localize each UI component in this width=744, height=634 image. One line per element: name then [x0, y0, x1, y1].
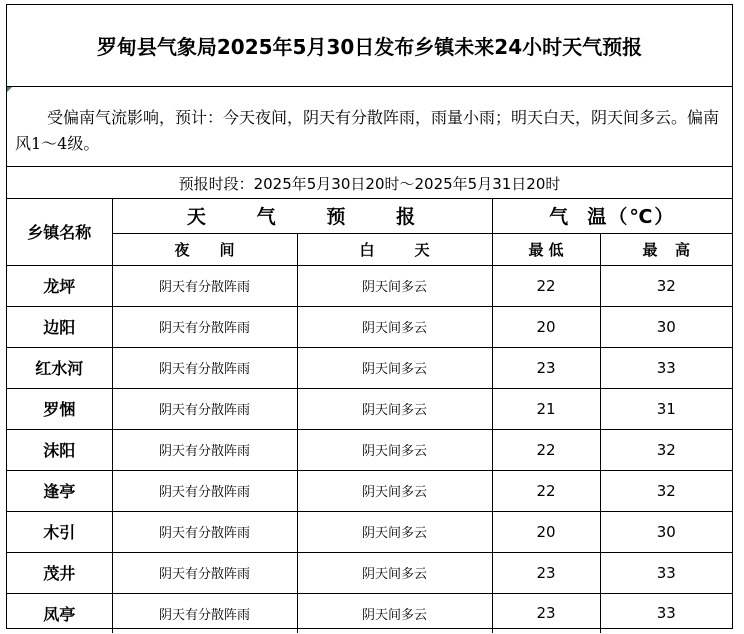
table-row — [7, 265, 732, 306]
header-forecast-char: 天 — [186, 206, 208, 229]
table-row — [7, 306, 732, 347]
min-temp: 23 — [492, 347, 600, 388]
night-weather: 阴天有分散阵雨 — [112, 306, 297, 347]
forecast-period: 预报时段：2025年5月30日20时～2025年5月31日20时 — [7, 168, 732, 199]
min-temp: 21 — [492, 388, 600, 429]
town-name: 逢亭 — [7, 470, 112, 511]
max-temp: 32 — [600, 429, 732, 470]
header-forecast-char: 预 — [326, 206, 348, 229]
header-night-char: 夜 — [174, 240, 190, 259]
header-min-char: 最 — [528, 240, 544, 259]
forecast-summary: 受偏南气流影响，预计：今天夜间，阴天有分散阵雨，雨量小雨；明天白天，阴天间多云。偏南风1～4级。 — [7, 87, 732, 167]
town-name: 边阳 — [7, 306, 112, 347]
header-max-char: 高 — [674, 240, 690, 259]
header-night-char: 间 — [219, 240, 235, 259]
table-row — [7, 429, 732, 470]
min-temp: 22 — [492, 470, 600, 511]
max-temp: 33 — [600, 347, 732, 388]
min-temp: 20 — [492, 511, 600, 552]
day-weather: 阴天间多云 — [297, 388, 492, 429]
day-weather: 阴天间多云 — [297, 347, 492, 388]
day-weather: 阴天间多云 — [297, 429, 492, 470]
town-name: 龙坪 — [7, 265, 112, 306]
night-weather: 阴天有分散阵雨 — [112, 388, 297, 429]
table-row — [7, 593, 732, 633]
table-row — [7, 511, 732, 552]
night-weather: 阴天有分散阵雨 — [112, 511, 297, 552]
page-title: 罗甸县气象局2025年5月30日发布乡镇未来24小时天气预报 — [7, 5, 732, 87]
max-temp: 33 — [600, 593, 732, 633]
max-temp: 32 — [600, 470, 732, 511]
min-temp: 23 — [492, 593, 600, 633]
town-name: 沫阳 — [7, 429, 112, 470]
night-weather: 阴天有分散阵雨 — [112, 265, 297, 306]
header-forecast-char: 气 — [256, 206, 278, 229]
table-row — [7, 470, 732, 511]
max-temp: 30 — [600, 511, 732, 552]
town-name: 茂井 — [7, 552, 112, 593]
header-temperature: 气 温（℃） — [492, 199, 732, 233]
day-weather: 阴天间多云 — [297, 306, 492, 347]
night-weather: 阴天有分散阵雨 — [112, 470, 297, 511]
night-weather: 阴天有分散阵雨 — [112, 429, 297, 470]
min-temp: 23 — [492, 552, 600, 593]
town-name: 木引 — [7, 511, 112, 552]
max-temp: 32 — [600, 265, 732, 306]
night-weather: 阴天有分散阵雨 — [112, 593, 297, 633]
min-temp: 22 — [492, 429, 600, 470]
forecast-table — [7, 199, 732, 633]
forecast-sheet — [6, 4, 733, 629]
header-min — [492, 233, 600, 265]
day-weather: 阴天间多云 — [297, 593, 492, 633]
table-row — [7, 552, 732, 593]
min-temp: 22 — [492, 265, 600, 306]
header-day-char: 白 — [359, 240, 375, 259]
day-weather: 阴天间多云 — [297, 470, 492, 511]
max-temp: 33 — [600, 552, 732, 593]
town-name: 罗悃 — [7, 388, 112, 429]
header-town: 乡镇名称 — [7, 199, 112, 265]
day-weather: 阴天间多云 — [297, 552, 492, 593]
header-min-char: 低 — [548, 240, 564, 259]
header-forecast-char: 报 — [396, 206, 418, 229]
town-name: 凤亭 — [7, 593, 112, 633]
night-weather: 阴天有分散阵雨 — [112, 347, 297, 388]
header-max-char: 最 — [642, 240, 658, 259]
table-row — [7, 347, 732, 388]
header-day-char: 天 — [414, 240, 430, 259]
header-max — [600, 233, 732, 265]
night-weather: 阴天有分散阵雨 — [112, 552, 297, 593]
max-temp: 30 — [600, 306, 732, 347]
header-night — [112, 233, 297, 265]
day-weather: 阴天间多云 — [297, 511, 492, 552]
table-row — [7, 388, 732, 429]
header-forecast — [112, 199, 492, 233]
town-name: 红水河 — [7, 347, 112, 388]
max-temp: 31 — [600, 388, 732, 429]
day-weather: 阴天间多云 — [297, 265, 492, 306]
min-temp: 20 — [492, 306, 600, 347]
header-day — [297, 233, 492, 265]
